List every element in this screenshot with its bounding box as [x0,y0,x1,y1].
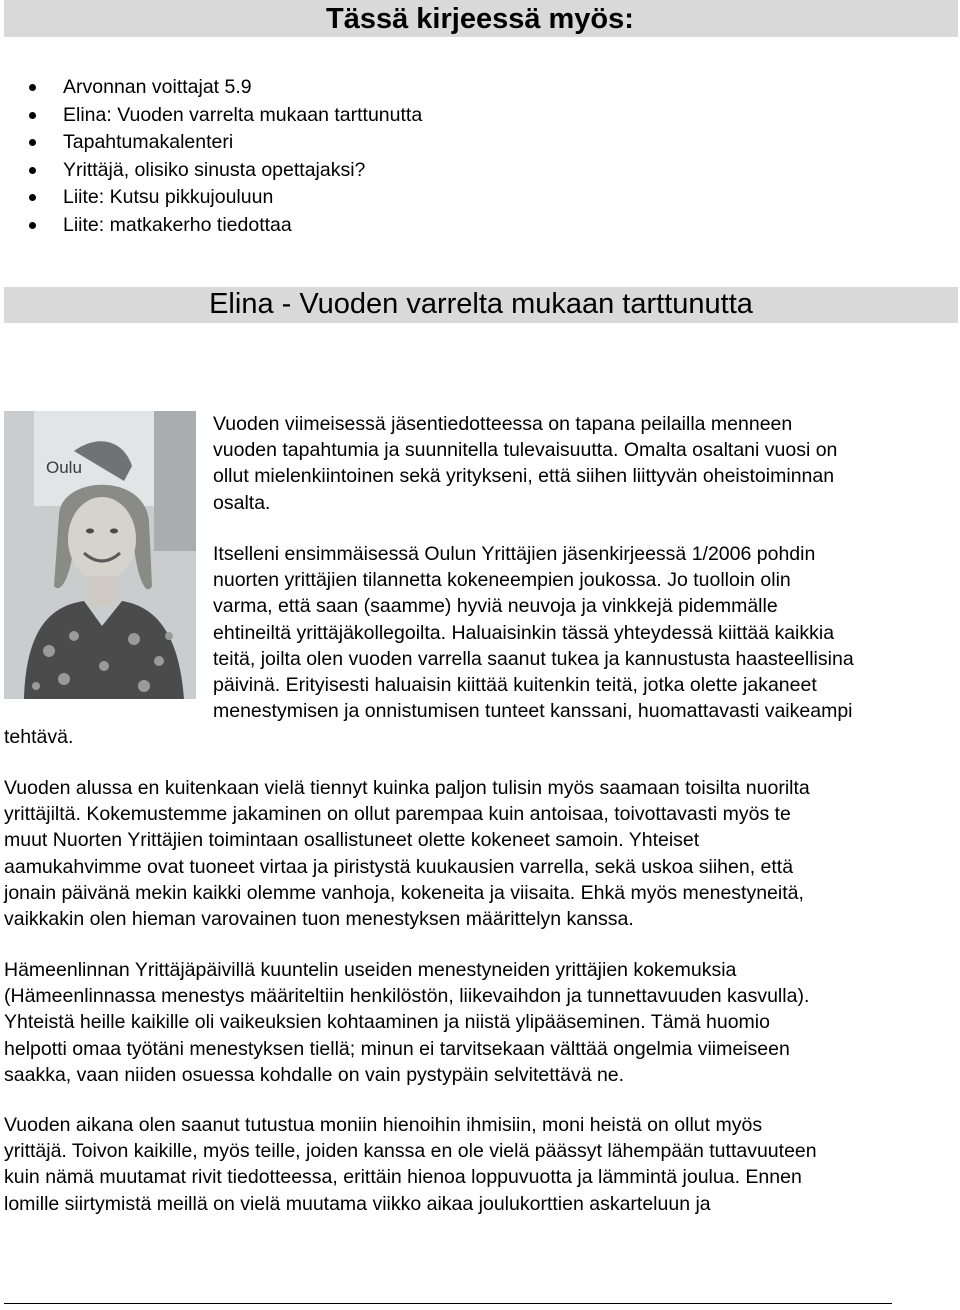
article-banner [4,287,958,323]
list-item: Yrittäjä, olisiko sinusta opettajaksi? [29,157,422,185]
list-item: Elina: Vuoden varrelta mukaan tarttunutta [29,102,422,130]
author-photo [4,411,196,699]
list-item: Arvonnan voittajat 5.9 [29,74,422,102]
article-title: Elina - Vuoden varrelta mukaan tarttunutta [209,288,753,320]
article-paragraph-hameenlinna: Hämeenlinnan Yrittäjäpäivillä kuuntelin useiden menestyneiden yrittäjien kokemuksia (Hämeenlinnassa menestys määriteltiin henkilöstön, liikevaihdon ja tunnettavuuden kasvulla). Yhteistä heille kaikille oli vaikeuksien kohtaaminen ja niistä ylipääseminen. Tämä huomio helpotti omaa työtäni menestyksen tiellä; minun ei tarvitsekaan välttää ongelmia viimeiseen saakka, vaan niiden osuessa kohdalle on vain pystypäin selvitettävä ne. [4,959,810,1086]
photo-sign-text: Oulu [46,458,82,477]
article-paragraph-thanks: Itselleni ensimmäisessä Oulun Yrittäjien jäsenkirjeessä 1/2006 pohdin nuorten yrittäjien tilannetta kokeneempien joukossa. Jo tuolloin olin varma, että saan (saamme) hyviä neuvoja ja vinkkejä pidemmälle ehtineiltä yrittäjäkollegoilta. Haluaisinkin tässä yhteydessä kiittää kaikkia teitä, joilta olen vuoden varrella saanut tukea ja kannustusta haasteellisina päivinä. Erityisesti haluaisin kiittää kuitenkin teitä, jotka olette jakaneet menestymisen ja onnistumisen tunteet kanssani, huomattavasti vaikeampi [213,543,854,723]
portrait-image [4,411,196,699]
header-banner [4,0,958,37]
article-paragraph-thanks-end: tehtävä. [4,726,74,748]
footnote-divider [4,1303,892,1304]
article-paragraph-closing: Vuoden aikana olen saanut tutustua moniin hienoihin ihmisiin, moni heistä on ollut myös yrittäjä. Toivon kaikille, myös teille, joiden kanssa en ole vielä päässyt lähempään tuttavuuteen kuin nämä muutamat rivit tiedotteessa, erittäin hienoa loppuvuotta ja lämmintä joulua. Ennen lomille siirtymistä meillä on vielä muutama viikko aikaa joulukorttien askarteluun ja [4,1114,817,1215]
list-item: Liite: matkakerho tiedottaa [29,212,422,240]
article-paragraph-intro: Vuoden viimeisessä jäsentiedotteessa on tapana peilailla menneen vuoden tapahtumia ja suunnitella tulevaisuutta. Omalta osaltani vuosi on ollut mielenkiintoinen sekä yritykseni, että siihen liittyvän oheistoiminnan osalta. [213,413,838,514]
list-item: Liite: Kutsu pikkujouluun [29,184,422,212]
article-paragraph-peers: Vuoden alussa en kuitenkaan vielä tiennyt kuinka paljon tulisin myös saamaan toisilta nuorilta yrittäjiltä. Kokemustemme jakaminen on ollut parempaa kuin antoisaa, toivottavasti myös te muut Nuorten Yrittäjien toimintaan osallistuneet olette kokeneet samoin. Yhteiset aamukahvimme ovat tuoneet virtaa ja piristystä kuukausien varrella, sekä uskoa siihen, että jonain päivänä mekin kaikki olemme vanhoja, kokeneita ja viisaita. Ehkä myös menestyneitä, vaikkakin olen hieman varovainen tuon menestyksen määrittelyn kanssa. [4,777,810,931]
page-title: Tässä kirjeessä myös: [326,3,634,35]
contents-list [29,74,422,239]
list-item: Tapahtumakalenteri [29,129,422,157]
